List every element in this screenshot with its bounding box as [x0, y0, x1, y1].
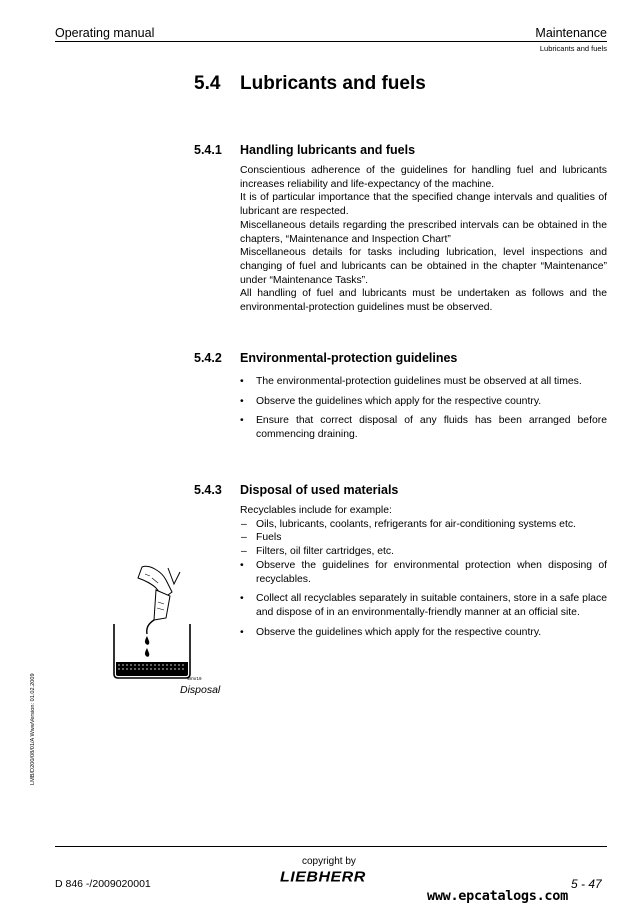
subsection-title-1: Handling lubricants and fuels: [240, 143, 416, 157]
paragraph: Miscellaneous details regarding the prescribed intervals can be obtained in the chapters, “Maintenance and Inspection Chart”: [240, 219, 607, 245]
paragraph: All handling of fuel and lubricants must be undertaken as follows and the environmental-protection guidelines must be observed.: [240, 288, 607, 314]
dash-icon: –: [241, 532, 247, 544]
disposal-intro: Recyclables include for example:: [240, 505, 392, 516]
watermark-link[interactable]: www.epcatalogs.com: [427, 888, 568, 904]
paragraph: Conscientious adherence of the guidelines for handling fuel and lubricants increases reliability and life-expectancy of the machine.: [240, 165, 607, 190]
list-item: • Observe the guidelines for environmental protection when disposing of recyclables.: [240, 559, 607, 585]
subsection-number-3: 5.4.3: [194, 483, 222, 497]
figure-code: Wmr19: [187, 676, 202, 681]
paragraph: It is of particular importance that the specified change intervals and qualities of lubricant are respected.: [240, 192, 607, 218]
bullet-icon: •: [240, 395, 244, 407]
dash-icon: –: [241, 546, 247, 558]
handling-paragraphs: [240, 164, 607, 315]
footer-rule: [55, 846, 607, 847]
copyright-label: copyright by: [302, 856, 356, 867]
bullet-icon: •: [240, 626, 244, 638]
list-item: – Fuels: [241, 532, 282, 544]
liebherr-logo: LIEBHERR: [280, 869, 366, 886]
list-item: • Observe the guidelines which apply for the respective country.: [240, 395, 542, 407]
list-item: • Observe the guidelines which apply for the respective country.: [240, 626, 542, 638]
header-subtitle: Lubricants and fuels: [539, 44, 607, 53]
bullet-icon: •: [240, 559, 244, 571]
subsection-number-2: 5.4.2: [194, 351, 222, 365]
dash-icon: –: [241, 518, 247, 530]
paragraph: Miscellaneous details for tasks including lubrication, level inspections and changing of fuel and lubricants can be obtained in the chapter “Maintenance” under “Maintenance Tasks”.: [240, 247, 607, 286]
subsection-title-3: Disposal of used materials: [240, 483, 399, 497]
document-version-code: LMB/D200/08/01/A WwwVersion: 01.02.2009: [30, 673, 36, 785]
header-left: Operating manual: [55, 26, 155, 40]
figure-caption: Disposal: [180, 684, 221, 696]
disposal-illustration: [110, 562, 200, 686]
document-number: D 846 -/2009020001: [55, 878, 151, 890]
subsection-number-1: 5.4.1: [194, 143, 222, 157]
list-item: • Collect all recyclables separately in suitable containers, store in a safe place and dispose of in an environmentally-friendly manner at an official site.: [240, 593, 607, 618]
bullet-icon: •: [240, 593, 244, 605]
list-item: – Oils, lubricants, coolants, refrigerants for air-conditioning systems etc.: [241, 518, 576, 530]
bullet-icon: •: [240, 415, 244, 427]
disposal-list: [240, 504, 607, 645]
subsection-title-2: Environmental-protection guidelines: [240, 351, 458, 365]
section-title: Lubricants and fuels: [240, 73, 426, 94]
header-right: Maintenance: [535, 26, 607, 40]
list-item: • Ensure that correct disposal of any fluids has been arranged before commencing draining.: [240, 415, 607, 441]
section-number: 5.4: [194, 73, 221, 94]
list-item: – Filters, oil filter cartridges, etc.: [241, 546, 395, 558]
environment-list: [240, 375, 607, 448]
header-rule: [55, 41, 607, 42]
page-number: 5 - 47: [571, 877, 602, 891]
bullet-icon: •: [240, 376, 244, 387]
list-item: • The environmental-protection guidelines must be observed at all times.: [240, 376, 582, 387]
